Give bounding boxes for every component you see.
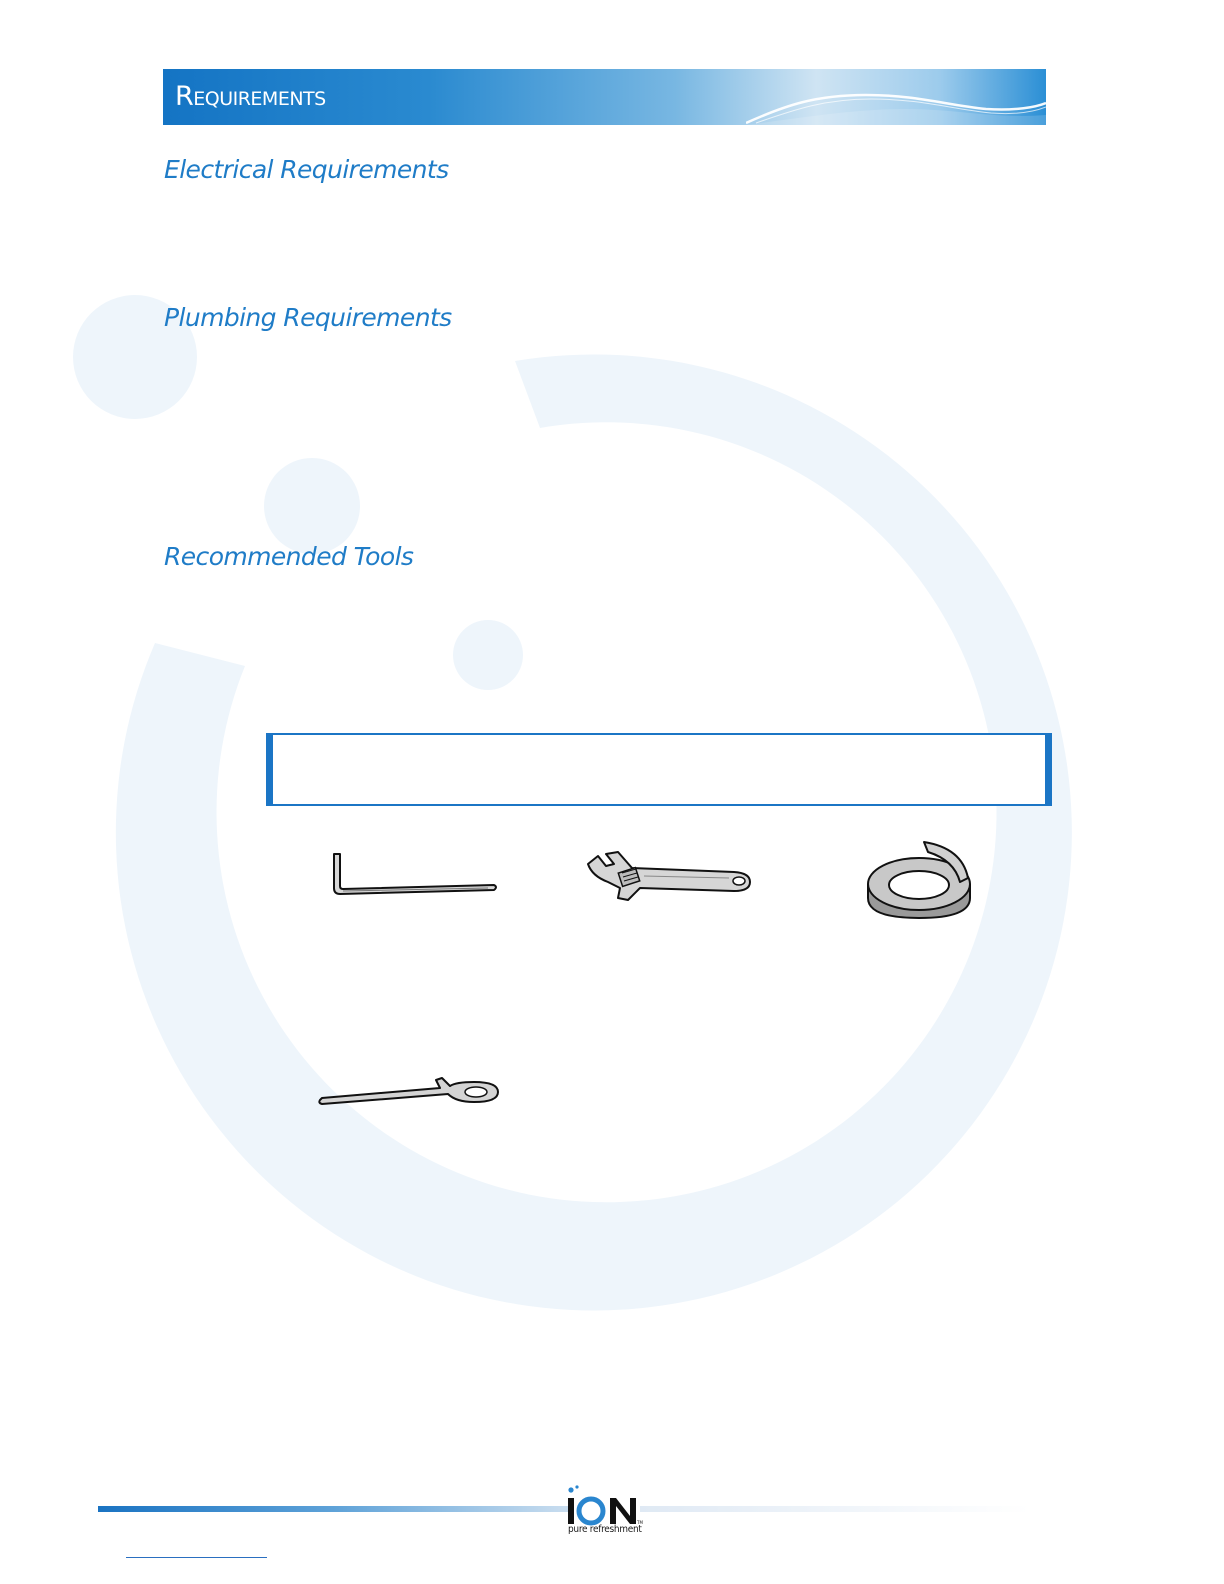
hex-key-icon [328,848,500,898]
page-title: Requirements [175,81,326,112]
svg-text:TM: TM [637,1520,643,1525]
adjustable-wrench-icon [584,848,754,906]
wave-decoration [746,69,1046,125]
section-banner [163,69,1046,125]
electrical-requirements-heading: Electrical Requirements [164,155,449,184]
footer-bar [98,1506,568,1512]
footer-rule [126,1557,267,1558]
plumbing-requirements-heading: Plumbing Requirements [164,303,452,332]
recommended-tools-heading: Recommended Tools [164,542,414,571]
plumbers-tape-icon [862,838,976,924]
ion-logo [564,1484,646,1544]
logo-tagline: pure refreshment [568,1524,642,1535]
spanner-icon [316,1074,500,1108]
ion-logo-mark [564,1484,646,1526]
note-box [266,733,1052,806]
footer-bar-fade [640,1506,1030,1512]
